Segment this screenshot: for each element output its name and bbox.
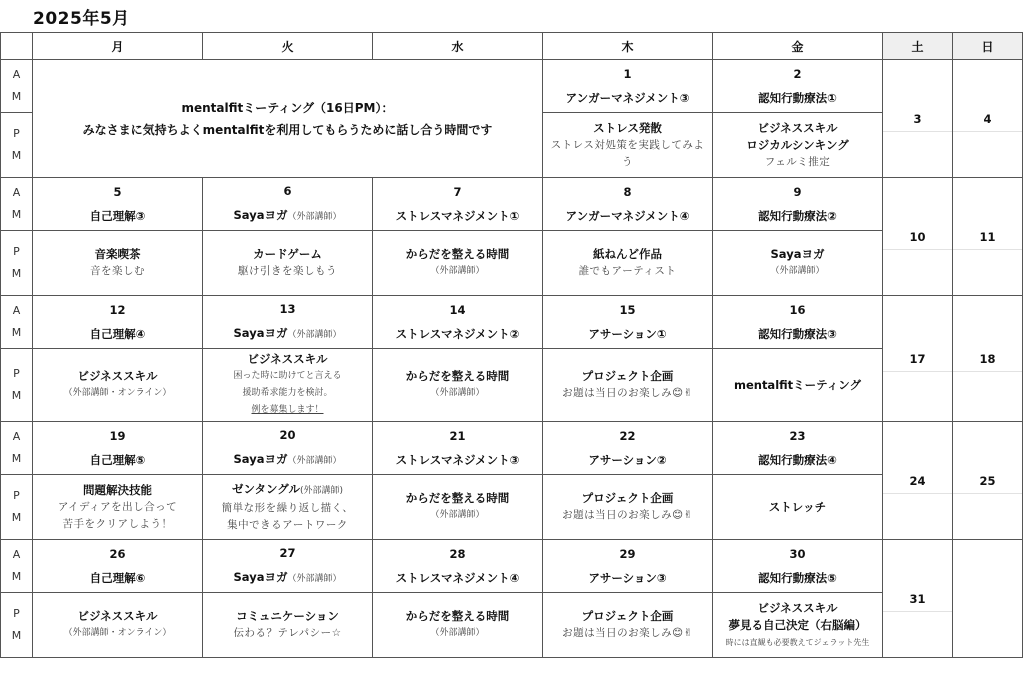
cell-text: （外部講師） [430, 266, 485, 276]
cell-text: 24 [909, 474, 926, 488]
day-cell-17 [883, 296, 953, 422]
cell-text: 音を楽しむ [90, 265, 145, 277]
cell-text: (外部講師) [299, 485, 343, 496]
cell-text: ロジカルシンキング [746, 137, 849, 152]
cell-text: M [11, 208, 22, 221]
cell-text: 12 [109, 303, 126, 317]
cell-text: 認知行動療法③ [758, 327, 837, 341]
cell-text: 援助希求能力を検討。 [242, 388, 333, 398]
day-cell-26-am [33, 540, 203, 593]
day-cell-28-pm [373, 593, 543, 658]
cell-text: M [11, 629, 22, 642]
cell-text: ストレッチ [768, 499, 827, 514]
cell-text: （外部講師） [287, 456, 342, 466]
cell-text: 紙ねんど作品 [593, 247, 662, 261]
week5-pm-row [1, 593, 1023, 658]
cell-text: （外部講師） [430, 510, 485, 520]
cell-text: ビジネススキル [77, 369, 158, 383]
day-cell-14-pm [373, 349, 543, 422]
cell-text: M [11, 90, 22, 103]
day-cell-22-am [543, 422, 713, 475]
am-label [1, 296, 33, 349]
cell-text: 認知行動療法④ [758, 453, 837, 467]
cell-text: アサーション① [588, 327, 667, 341]
cell-text: フェルミ推定 [764, 155, 831, 168]
cell-text: A [12, 548, 21, 561]
day-cell-19-am [33, 422, 203, 475]
am-label [1, 422, 33, 475]
weekday-thu: 木 [543, 33, 713, 60]
day-cell-18 [953, 296, 1023, 422]
day-cell-11 [953, 178, 1023, 296]
cell-text: う [622, 155, 633, 168]
cell-text: M [11, 267, 22, 280]
week4-am-row [1, 422, 1023, 475]
day-cell-20-pm [203, 475, 373, 540]
cell-text: ストレスマネジメント③ [395, 453, 520, 467]
cell-text: M [11, 570, 22, 583]
day-cell-5-am [33, 178, 203, 231]
announcement-cell [33, 60, 543, 178]
day-cell-12-pm [33, 349, 203, 422]
cell-text: お題は当日のお楽しみ😊✌ [562, 627, 693, 639]
cell-text: M [11, 149, 22, 162]
cell-text: A [12, 186, 21, 199]
weekday-mon: 月 [33, 33, 203, 60]
day-cell-29-pm [543, 593, 713, 658]
cell-text: 認知行動療法⑤ [758, 571, 837, 585]
cell-text: 26 [109, 547, 126, 561]
cell-text: からだを整える時間 [405, 491, 510, 505]
cell-text: ビジネススキル [247, 352, 328, 366]
week2-pm-row [1, 231, 1023, 296]
cell-text: （外部講師） [430, 628, 485, 638]
day-cell-21-am [373, 422, 543, 475]
cell-text: ストレス対処策を実践してみよ [550, 138, 705, 151]
cell-text: 14 [449, 303, 466, 317]
cell-text: 23 [789, 429, 806, 443]
am-label [1, 178, 33, 231]
day-cell-25 [953, 422, 1023, 540]
cell-text: 困った時に助けてと言える [233, 371, 342, 381]
day-cell-30-pm [713, 593, 883, 658]
cell-text: アサーション③ [588, 571, 667, 585]
day-cell-10 [883, 178, 953, 296]
cell-text: 11 [979, 230, 996, 244]
day-cell-16-pm [713, 349, 883, 422]
day-cell-2-pm [713, 113, 883, 178]
day-cell-4 [953, 60, 1023, 178]
day-cell-9-pm [713, 231, 883, 296]
cell-text: 29 [619, 547, 636, 561]
day-cell-27-pm [203, 593, 373, 658]
cell-text: カードゲーム [253, 247, 322, 261]
announcement-line1: mentalfitミーティング（16日PM）： [181, 100, 394, 115]
weekday-fri: 金 [713, 33, 883, 60]
cell-text: M [11, 452, 22, 465]
cell-text: M [11, 511, 22, 524]
cell-text: Sayaヨガ [233, 570, 288, 584]
cell-text: （外部講師） [287, 212, 342, 222]
cell-text: からだを整える時間 [405, 247, 510, 261]
day-cell-7-pm [373, 231, 543, 296]
day-cell-23-pm [713, 475, 883, 540]
am-event: アンガーマネジメント③ [565, 91, 690, 105]
pm-label [1, 231, 33, 296]
cell-text: 28 [449, 547, 466, 561]
pm-label [1, 475, 33, 540]
day-cell-6-pm [203, 231, 373, 296]
day-cell-12-am [33, 296, 203, 349]
day-cell-13-pm [203, 349, 373, 422]
day-cell-21-pm [373, 475, 543, 540]
day-cell-15-am [543, 296, 713, 349]
cell-text: 自己理解④ [89, 327, 146, 341]
cell-text: お題は当日のお楽しみ😊✌ [562, 387, 693, 399]
cell-text: P [13, 245, 20, 258]
cell-text: （外部講師・オンライン） [63, 628, 172, 638]
cell-text: 認知行動療法② [758, 209, 837, 223]
am-label [1, 60, 33, 113]
cell-text: Sayaヨガ [233, 208, 288, 222]
am-label [1, 540, 33, 593]
weekday-sun: 日 [953, 33, 1023, 60]
cell-text: 問題解決技能 [83, 482, 152, 497]
week1-am-row [1, 60, 1023, 113]
cell-text: からだを整える時間 [405, 609, 510, 623]
cell-text: 16 [789, 303, 806, 317]
date-number: 2 [793, 67, 802, 81]
cell-text: 簡単な形を繰り返し描く、 [221, 501, 354, 514]
cell-text: 8 [623, 185, 632, 199]
cell-text: ストレス発散 [593, 120, 662, 135]
day-cell-1-am [543, 60, 713, 113]
cell-text: お題は当日のお楽しみ😊✌ [562, 509, 693, 521]
cell-text: プロジェクト企画 [581, 491, 674, 505]
cell-text: 31 [909, 592, 926, 606]
day-cell-31 [883, 540, 953, 658]
cell-text: 集中できるアートワーク [227, 518, 348, 531]
cell-text: M [11, 389, 22, 402]
cell-text: mentalfitミーティング [733, 377, 862, 392]
cell-text: （外部講師） [430, 388, 485, 398]
cell-text: 27 [279, 546, 296, 560]
cell-text: ビジネススキル [757, 120, 838, 135]
weekday-tue: 火 [203, 33, 373, 60]
pm-label [1, 349, 33, 422]
cell-text: 13 [279, 302, 296, 316]
cell-text: プロジェクト企画 [581, 609, 674, 623]
week3-pm-row [1, 349, 1023, 422]
day-cell-20-am [203, 422, 373, 475]
day-cell-26-pm [33, 593, 203, 658]
pm-label [1, 113, 33, 178]
weekday-wed: 水 [373, 33, 543, 60]
day-cell-29-am [543, 540, 713, 593]
pm-label [1, 593, 33, 658]
day-cell-7-am [373, 178, 543, 231]
cell-text: （外部講師） [287, 330, 342, 340]
cell-text: 自己理解⑤ [89, 453, 146, 467]
cell-text: ゼンタングル [232, 481, 300, 496]
cell-text: P [13, 607, 20, 620]
cell-text: 25 [979, 474, 996, 488]
cell-text: P [13, 367, 20, 380]
day-cell-27-am [203, 540, 373, 593]
cell-text: 自己理解③ [89, 209, 146, 223]
cell-text: コミュニケーション [236, 609, 339, 623]
day-cell-5-pm [33, 231, 203, 296]
cell-text: （外部講師） [287, 574, 342, 584]
cell-text: 20 [279, 428, 296, 442]
day-cell-16-am [713, 296, 883, 349]
cell-text: 誰でもアーティスト [578, 265, 677, 277]
cell-text: 駆け引きを楽しもう [238, 265, 337, 277]
week3-am-row [1, 296, 1023, 349]
cell-text: 自己理解⑥ [89, 571, 146, 585]
cell-text: アンガーマネジメント④ [565, 209, 690, 223]
cell-text: アサーション② [588, 453, 667, 467]
day-cell-24 [883, 422, 953, 540]
cell-text: （外部講師） [770, 266, 825, 276]
day-cell-3 [883, 60, 953, 178]
day-cell-empty [953, 540, 1023, 658]
day-cell-6-am [203, 178, 373, 231]
cell-text: アイディアを出し合って [57, 500, 178, 513]
calendar-title: 2025年5月 [33, 9, 130, 29]
cell-text: Sayaヨガ [233, 452, 288, 466]
day-cell-1-pm [543, 113, 713, 178]
weekday-header-row [1, 33, 1023, 60]
cell-text: 21 [449, 429, 466, 443]
day-cell-15-pm [543, 349, 713, 422]
cell-text: 19 [109, 429, 126, 443]
cell-text: P [13, 127, 20, 140]
cell-text: 9 [793, 185, 802, 199]
cell-text: A [12, 430, 21, 443]
date-number: 3 [913, 112, 922, 126]
cell-text: 10 [909, 230, 926, 244]
date-number: 4 [983, 112, 992, 126]
cell-text: 音楽喫茶 [94, 247, 141, 261]
day-cell-22-pm [543, 475, 713, 540]
day-cell-2-am [713, 60, 883, 113]
day-cell-8-am [543, 178, 713, 231]
cell-text: A [12, 304, 21, 317]
day-cell-30-am [713, 540, 883, 593]
day-cell-14-am [373, 296, 543, 349]
date-number: 1 [623, 67, 632, 81]
cell-text: 30 [789, 547, 806, 561]
cell-text: 5 [113, 185, 122, 199]
cell-text: ストレスマネジメント② [395, 327, 520, 341]
cell-text: 7 [453, 185, 462, 199]
day-cell-28-am [373, 540, 543, 593]
cell-text: 17 [909, 352, 926, 366]
day-cell-23-am [713, 422, 883, 475]
cell-text: 夢見る自己決定（右脳編） [728, 617, 867, 632]
cell-text: 例を募集します！ [251, 405, 324, 415]
day-cell-8-pm [543, 231, 713, 296]
cell-text: ビジネススキル [77, 609, 158, 623]
am-event: 認知行動療法① [758, 91, 837, 105]
cell-text: ビジネススキル [757, 600, 838, 615]
cell-text: 15 [619, 303, 636, 317]
cell-text: （外部講師・オンライン） [63, 388, 172, 398]
day-cell-13-am [203, 296, 373, 349]
cell-text: A [12, 68, 21, 81]
monthly-schedule-table [0, 32, 1023, 658]
corner-cell [1, 33, 33, 60]
cell-text: 苦手をクリアしよう！ [62, 517, 173, 530]
cell-text: ストレスマネジメント④ [395, 571, 520, 585]
announcement-line2: みなさまに気持ちよくmentalfitを利用してもらうために話し合う時間です [82, 122, 493, 137]
cell-text: ストレスマネジメント① [395, 209, 520, 223]
cell-text: 18 [979, 352, 996, 366]
cell-text: Sayaヨガ [770, 247, 825, 261]
cell-text: プロジェクト企画 [581, 369, 674, 383]
cell-text: P [13, 489, 20, 502]
week4-pm-row [1, 475, 1023, 540]
cell-text: 6 [283, 184, 292, 198]
cell-text: M [11, 326, 22, 339]
cell-text: 22 [619, 429, 636, 443]
cell-text: Sayaヨガ [233, 326, 288, 340]
cell-text: からだを整える時間 [405, 369, 510, 383]
week2-am-row [1, 178, 1023, 231]
cell-text: 時には直観も必要教えてジェラット先生 [725, 637, 870, 647]
cell-text: 伝わる？テレパシー☆ [233, 627, 342, 639]
day-cell-9-am [713, 178, 883, 231]
week5-am-row [1, 540, 1023, 593]
day-cell-19-pm [33, 475, 203, 540]
weekday-sat: 土 [883, 33, 953, 60]
